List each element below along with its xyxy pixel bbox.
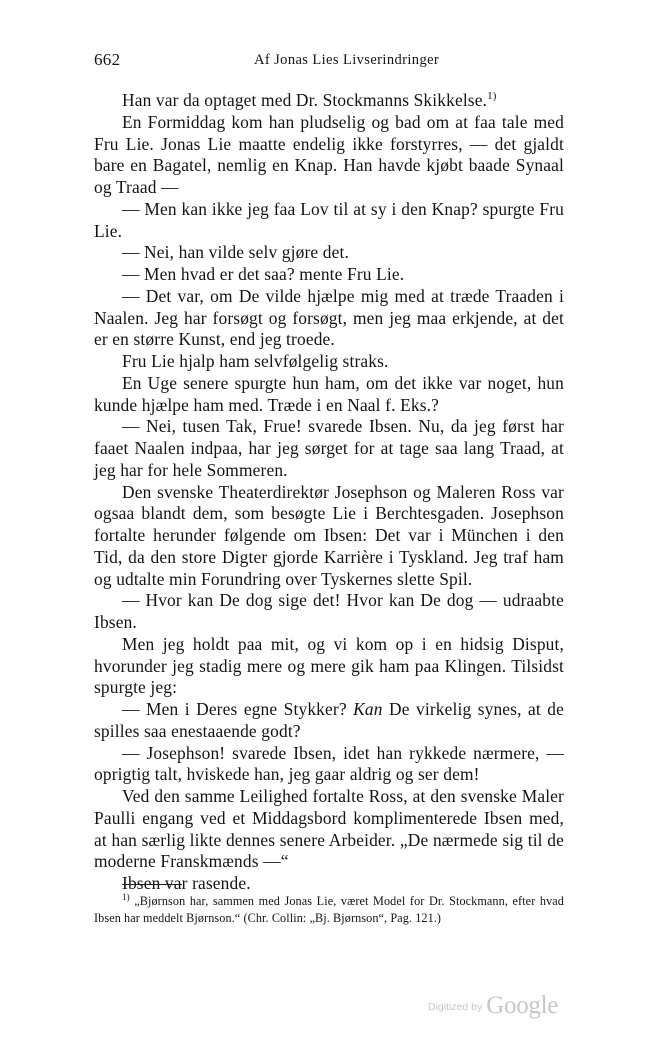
paragraph-text: Han var da optaget med Dr. Stockmanns Skikkelse. <box>122 90 488 110</box>
paragraph-text: — Men i Deres egne Stykker? <box>122 699 354 719</box>
paragraph <box>94 264 564 286</box>
paragraph <box>94 416 564 481</box>
running-head: Af Jonas Lies Livserindringer <box>254 52 440 68</box>
paragraph-text: — Men hvad er det saa? mente Fru Lie. <box>122 264 405 284</box>
paragraph <box>94 199 564 243</box>
paragraph-text: Fru Lie hjalp ham selvfølgelig straks. <box>122 351 389 371</box>
paragraph <box>94 90 564 112</box>
paragraph <box>94 112 564 199</box>
paragraph <box>94 590 564 634</box>
paragraph-text: — Hvor kan De dog sige det! Hvor kan De dog — udraabte Ibsen. <box>94 590 564 632</box>
paragraph <box>94 634 564 699</box>
paragraph <box>94 786 564 873</box>
paragraph-text: — Nei, han vilde selv gjøre det. <box>122 242 349 263</box>
paragraph-text: De virkelig synes, at de spilles saa enestaaende godt? <box>94 699 564 741</box>
paragraph-text: Ibsen var rasende. <box>122 873 251 893</box>
paragraph <box>94 242 564 264</box>
footnote-text: „Bjørnson har, sammen med Jonas Lie, været Model for Dr. Stockmann, efter hvad Ibsen har meddelt Bjørnson.“ (Chr. Collin: „Bj. Bjørnson“, Pag. 121.) <box>94 894 564 925</box>
footnote-mark: 1) <box>122 891 130 902</box>
footnote <box>94 893 564 926</box>
paragraph <box>94 743 564 787</box>
emphasis-text: Kan <box>353 699 383 719</box>
watermark-prefix: Digitized by <box>428 1001 483 1013</box>
page-number: 662 <box>94 50 121 69</box>
paragraph-text: — Josephson! svarede Ibsen, idet han rykkede nærmere, — oprigtig talt, hviskede han, jeg gaar aldrig og ser dem! <box>94 742 564 785</box>
paragraph-text: — Men kan ikke jeg faa Lov til at sy i den Knap? spurgte Fru Lie. <box>94 198 564 241</box>
page-header <box>94 50 564 74</box>
paragraph-text: — Nei, tusen Tak, Frue! svarede Ibsen. Nu, da jeg først har faaet Naalen indpaa, har jeg sørget for at tage saa lang Traad, at jeg har for hele Sommeren. <box>94 416 564 480</box>
paragraph <box>94 286 564 351</box>
body-text <box>94 90 564 895</box>
footnote-divider <box>122 884 182 885</box>
digitized-watermark <box>428 992 558 1020</box>
paragraph <box>94 351 564 373</box>
footnote-reference: 1) <box>487 90 497 103</box>
google-logo: Google <box>486 992 559 1019</box>
paragraph-text: — Det var, om De vilde hjælpe mig med at træde Traaden i Naalen. Jeg har forsøgt og forsøgt, men jeg maa erkjende, at det er en større Kunst, end jeg troede. <box>94 285 564 350</box>
paragraph-text: Men jeg holdt paa mit, og vi kom op i en hidsig Disput, hvorunder jeg stadig mere og mere gik ham paa Klingen. Tilsidst spurgte jeg: <box>94 633 564 698</box>
paragraph-text: En Uge senere spurgte hun ham, om det ikke var noget, hun kunde hjælpe ham med. Træde i en Naal f. Eks.? <box>94 372 564 415</box>
paragraph <box>94 699 564 743</box>
paragraph-text: Den svenske Theaterdirektør Josephson og Maleren Ross var ogsaa blandt dem, som besøgte Lie i Berchtesgaden. Josephson fortalte herunder følgende om Ibsen: Det var i München i den Tid, da den store Digter gjorde Karrière i Tyskland. Jeg traf ham og udtalte min Forundring over Tyskernes slette Spil. <box>94 481 564 589</box>
paragraph-text: Ved den samme Leilighed fortalte Ross, at den svenske Maler Paulli engang ved et Middagsbord komplimenterede Ibsen med, at han særlig likte dennes senere Arbeider. „De nærmede sig til de moderne Franskmænds —“ <box>94 786 564 872</box>
paragraph-text: En Formiddag kom han pludselig og bad om at faa tale med Fru Lie. Jonas Lie maatte endelig ikke forstyrres, — det gjaldt bare en Bagatel, nemlig en Knap. Han havde kjøbt baade Synaal og Traad — <box>94 111 564 197</box>
paragraph <box>94 373 564 417</box>
paragraph <box>94 482 564 591</box>
